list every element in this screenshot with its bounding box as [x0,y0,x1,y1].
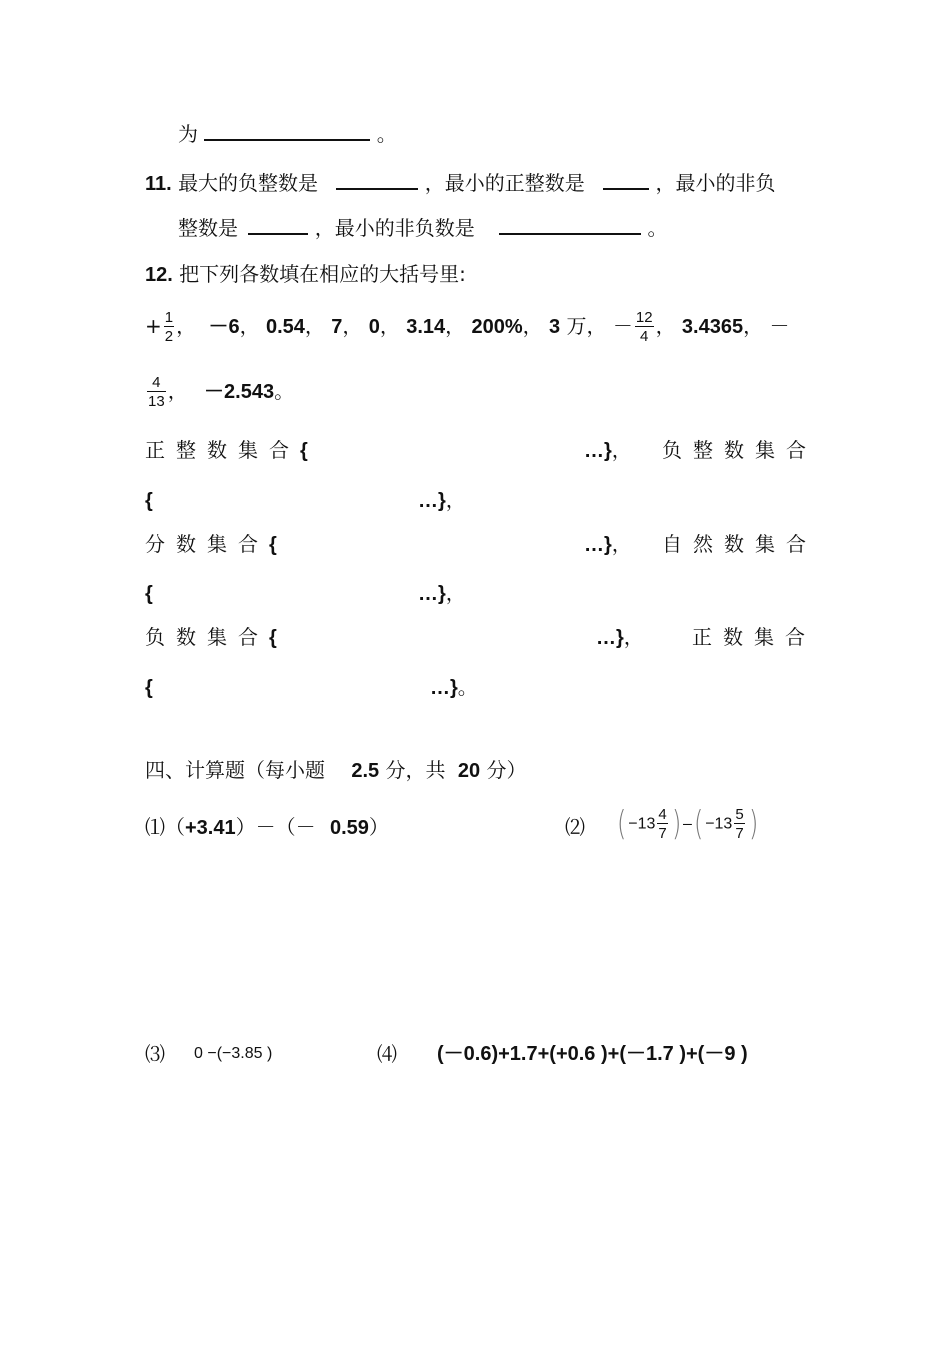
close-brace: …} [418,583,446,605]
comma: ， [379,313,400,338]
set-label: 负整数集合 [662,438,817,462]
right-paren: ) [748,804,758,845]
comma: ， [522,313,543,338]
number-3-4365: 3.4365 [681,315,744,338]
neg-sign: － [612,313,633,338]
set-negative-integers-body [145,490,153,511]
number-list-line2 [145,374,294,411]
set-negative-integers-label [662,440,817,460]
set-natural-numbers-body [145,583,153,604]
fraction-one-half [164,309,174,346]
set-negative-numbers [145,627,277,648]
set-label: 负数集合 [145,625,269,649]
problem-label-2: ⑵ [565,815,585,839]
left-paren: ( [616,804,627,845]
value-0-59: 0.59 [329,817,369,839]
points-per-item: 2.5 [351,760,380,782]
close-brace: …} [430,677,458,699]
problem-2-expression [615,806,760,843]
set-natural-numbers-label [662,534,817,554]
set-label: 正整数集合 [145,438,300,462]
expression: (－0.6)+1.7+(+0.6 )+(－1.7 )+(－9 ) [437,1043,748,1065]
blank-smallest-nonnegative-number[interactable] [499,217,641,235]
problem-2-label [565,817,585,837]
q11-text-2: ，最小的正整数是 [424,171,585,195]
mixed-whole: −13 [705,815,733,833]
q11-text-3: ，最小的非负 [655,171,776,195]
set-close-3 [584,534,632,555]
plus-sign: + [145,313,162,338]
fraction-four-thirteenths [147,374,166,411]
left-paren: ( [693,804,704,845]
number-7: 7 [331,315,343,338]
comma: ， [304,313,325,338]
q11-text-5: ，最小的非负数是 [314,216,475,240]
number-0: 0 [368,315,380,338]
period: 。 [647,216,668,240]
number-3-14: 3.14 [406,315,446,338]
expr-part: ） [368,815,389,839]
comma: ， [743,313,764,338]
right-paren: ) [671,804,682,845]
number-3: 3 [549,315,561,338]
frac-num: 12 [635,309,653,326]
frac-num: 4 [658,806,667,823]
frac-den: 7 [658,825,667,843]
open-brace: { [145,490,153,512]
unit-wan: 万 [566,313,587,338]
number-list-line1 [145,309,789,346]
open-brace: { [269,534,277,556]
blank-10[interactable] [204,123,370,141]
q11-text-1: 最大的负整数是 [178,171,319,195]
set-close-6 [430,677,478,698]
open-brace: { [145,677,153,699]
comma: ， [655,313,676,338]
comma: ， [445,581,466,605]
frac-num: 5 [735,806,744,823]
comma: ， [445,488,466,512]
comma: ， [623,625,644,649]
open-brace: { [269,627,277,649]
frac-den: 4 [635,326,654,345]
comma: ， [586,313,607,338]
set-close-1 [584,440,632,461]
fraction-four-sevenths [657,806,667,843]
comma: ， [611,532,632,556]
close-brace: …} [418,490,446,512]
open-brace: { [145,583,153,605]
set-positive-integers [145,440,308,461]
question-number-11: 11. [145,173,172,195]
blank-largest-negative-integer[interactable] [336,172,418,190]
problem-3-label [145,1044,165,1064]
problem-4-expression [437,1044,748,1064]
problem-3-expression [194,1046,272,1062]
question-11-line1 [145,172,776,194]
set-label: 分数集合 [145,532,269,556]
comma: ， [176,313,197,338]
question-11-line2 [178,217,667,238]
problem-label-4: ⑷ [377,1042,397,1066]
expr-part: ）－（－ [235,815,316,839]
frac-den: 2 [164,328,174,346]
period: 。 [457,675,478,699]
set-fractions [145,534,277,555]
number-0-54: 0.54 [265,315,305,338]
set-close-5 [596,627,644,648]
period: 。 [376,122,397,146]
frac-num: 1 [164,309,174,326]
open-brace: { [300,440,308,462]
frac-num: 4 [152,374,161,391]
q11-text-4: 整数是 [178,216,238,240]
section-4-title [145,760,527,781]
comma: ， [611,438,632,462]
expr-part: （ [165,815,185,839]
comma: ， [239,313,260,338]
comma: ， [167,378,188,403]
number-neg-6: －6 [208,315,240,338]
answer-line-10 [178,123,397,144]
section-title-c: 分） [486,758,527,782]
set-close-2 [418,490,466,511]
number-neg-2-543: －2.543 [204,380,275,403]
set-positive-numbers-label [692,627,816,647]
number-200-percent: 200% [471,315,523,338]
minus-sign: – [683,815,692,833]
problem-4-label [377,1044,397,1064]
mixed-whole: −13 [628,815,656,833]
problem-label-1: ⑴ [145,815,165,839]
blank-smallest-nonnegative-integer[interactable] [248,217,308,235]
close-brace: …} [596,627,624,649]
period: 。 [274,378,295,403]
set-positive-numbers-body [145,677,153,698]
set-label: 自然数集合 [662,532,817,556]
section-title-b: 分，共 [385,758,446,782]
value-plus-3-41: +3.41 [185,817,236,839]
text-wei: 为 [178,122,198,146]
neg-sign: － [769,313,790,338]
problem-label-3: ⑶ [145,1042,165,1066]
fraction-five-sevenths [734,806,744,843]
question-number-12: 12. [145,264,173,286]
set-label: 正数集合 [692,625,816,649]
fraction-twelve-fourths [635,309,654,346]
question-12-title [145,264,466,285]
blank-smallest-positive-integer[interactable] [603,172,649,190]
q12-title: 把下列各数填在相应的大括号里: [179,262,466,286]
comma: ， [445,313,466,338]
comma: ， [342,313,363,338]
set-close-4 [418,583,466,604]
frac-den: 13 [148,393,165,411]
close-brace: …} [584,440,612,462]
close-brace: …} [584,534,612,556]
section-title-a: 四、计算题（每小题 [145,758,325,782]
expression: 0 −(−3.85 ) [194,1045,273,1062]
total-points: 20 [457,760,481,782]
frac-den: 7 [735,825,744,843]
problem-1 [145,817,389,838]
